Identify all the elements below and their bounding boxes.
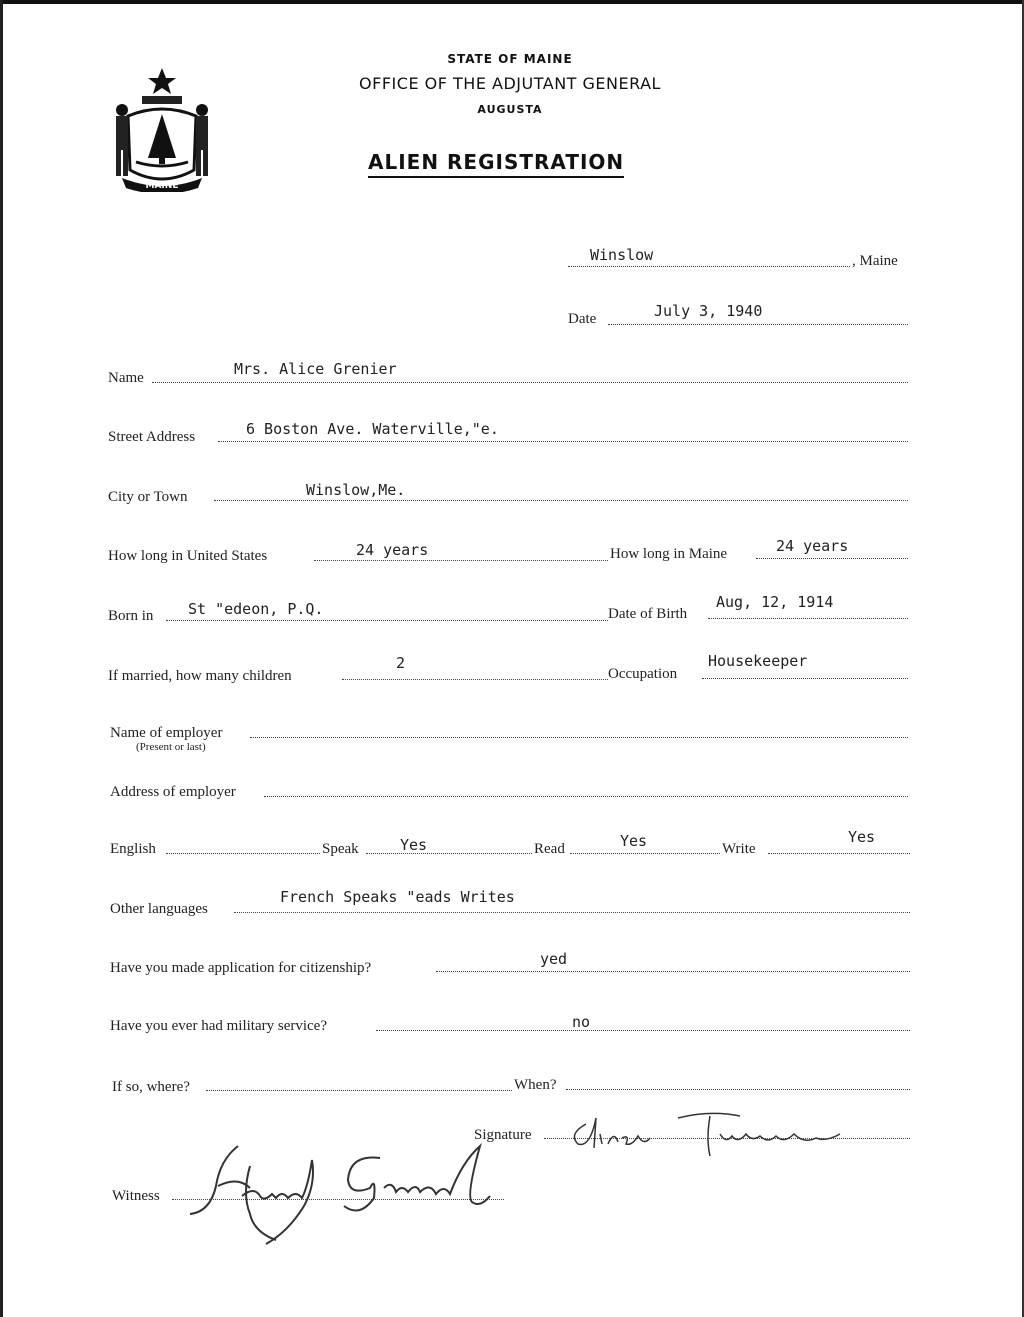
street-address-value: 6 Boston Ave. Waterville,"e. (246, 420, 499, 438)
employer-address-line (264, 796, 908, 797)
city-label: City or Town (108, 489, 188, 505)
occupation-label: Occupation (608, 666, 678, 682)
occupation-value: Housekeeper (708, 652, 808, 670)
read-label: Read (534, 841, 565, 857)
english-line (166, 853, 320, 854)
when-line (566, 1089, 910, 1090)
scan-border-left (0, 0, 3, 1317)
years-in-us-label: How long in United States (108, 548, 268, 564)
speak-label: Speak (322, 841, 359, 857)
city-value: Winslow,Me. (306, 481, 406, 499)
born-in-value: St "edeon, P.Q. (188, 600, 324, 618)
children-label: If married, how many children (108, 668, 292, 684)
header-state: STATE OF MAINE (447, 52, 573, 66)
town-value: Winslow (590, 246, 654, 264)
born-in-line (166, 620, 608, 621)
where-line (206, 1090, 512, 1091)
other-languages-label: Other languages (110, 901, 208, 917)
citizenship-label: Have you made application for citizenship? (110, 960, 372, 976)
speak-line (366, 853, 532, 854)
employer-address-label: Address of employer (110, 784, 236, 800)
write-line (768, 853, 910, 854)
read-value: Yes (620, 832, 648, 850)
employer-line (250, 737, 908, 738)
form-title: ALIEN REGISTRATION (368, 150, 624, 178)
employer-label: Name of employer (110, 725, 223, 741)
children-line (342, 679, 608, 680)
write-value: Yes (848, 828, 876, 846)
date-label: Date (568, 311, 597, 327)
name-line (152, 382, 908, 383)
military-service-value: no (572, 1013, 591, 1031)
scan-border-top (0, 0, 1024, 4)
town-line (568, 266, 850, 267)
header-city: AUGUSTA (477, 103, 543, 116)
applicant-signature (560, 1104, 860, 1160)
employer-sub-label: (Present or last) (136, 741, 206, 753)
years-in-maine-value: 24 years (776, 537, 849, 555)
name-value: Mrs. Alice Grenier (234, 360, 397, 378)
read-line (570, 853, 720, 854)
date-line (608, 324, 908, 325)
children-value: 2 (396, 654, 406, 672)
other-languages-value: French Speaks "eads Writes (280, 888, 515, 906)
street-address-label: Street Address (108, 429, 196, 445)
when-label: When? (514, 1077, 557, 1093)
citizenship-value: yed (540, 950, 568, 968)
speak-value: Yes (400, 836, 428, 854)
years-in-us-value: 24 years (356, 541, 429, 559)
date-of-birth-label: Date of Birth (608, 606, 688, 622)
witness-signature (180, 1136, 500, 1248)
street-address-line (218, 441, 908, 442)
witness-label: Witness (112, 1188, 160, 1204)
name-label: Name (108, 370, 144, 386)
seal-banner-text: MAINE (145, 181, 179, 191)
header-office: OFFICE OF THE ADJUTANT GENERAL (359, 74, 661, 93)
citizenship-line (436, 971, 910, 972)
where-label: If so, where? (112, 1079, 190, 1095)
maine-label: , Maine (852, 253, 898, 269)
date-of-birth-line (708, 618, 908, 619)
write-label: Write (722, 841, 756, 857)
date-of-birth-value: Aug, 12, 1914 (716, 593, 834, 611)
occupation-line (702, 678, 908, 679)
military-service-label: Have you ever had military service? (110, 1018, 327, 1034)
years-in-maine-label: How long in Maine (610, 546, 728, 562)
city-line (214, 500, 908, 501)
years-in-us-line (314, 560, 608, 561)
other-languages-line (234, 912, 910, 913)
maine-seal-icon (108, 66, 216, 192)
born-in-label: Born in (108, 608, 154, 624)
signature-label: Signature (474, 1127, 532, 1143)
military-service-line (376, 1030, 910, 1031)
years-in-maine-line (756, 558, 908, 559)
date-value: July 3, 1940 (654, 302, 763, 320)
english-label: English (110, 841, 156, 857)
